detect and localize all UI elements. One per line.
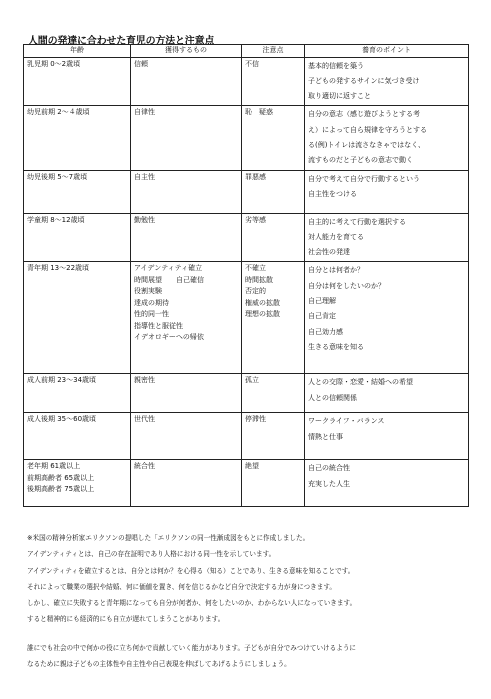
caution-cell xyxy=(242,262,305,374)
cell-line: 自己肯定 xyxy=(308,312,336,321)
development-table xyxy=(23,44,469,507)
acquire-cell xyxy=(131,460,242,507)
cell-line: 否定的 xyxy=(245,287,266,296)
page-title: 人間の発達に合わせた育児の方法と注意点 xyxy=(28,36,215,47)
cell-line: 性的同一性 xyxy=(134,310,169,319)
age-cell xyxy=(24,413,131,460)
acquire-cell xyxy=(131,170,242,213)
cell-line: 人との交際・恋愛・結婚への希望 xyxy=(308,378,413,387)
cell-line: 統合性 xyxy=(134,462,155,471)
note-line: それによって職業の選択や結婚、何に価値を置き、何を信じるかなど自分で決定する力が身につきます。 xyxy=(27,582,336,591)
table-header-row xyxy=(24,45,469,58)
acquire-cell xyxy=(131,374,242,413)
cell-line: 不信 xyxy=(245,59,259,68)
header-age: 年齢 xyxy=(24,45,131,58)
cell-line: 自己の統合性 xyxy=(308,464,350,473)
header-points: 養育のポイント xyxy=(305,45,469,58)
cell-line: 自主性をつける xyxy=(308,189,357,198)
caution-cell xyxy=(242,106,305,170)
age-cell xyxy=(24,106,131,170)
cell-line: 自分の意志（感じ遊びようとする考 xyxy=(308,110,420,119)
age-cell xyxy=(24,262,131,374)
cell-line: 自律性 xyxy=(134,108,155,117)
points-cell xyxy=(305,413,469,460)
age-cell xyxy=(24,460,131,507)
cell-line: 達成の期待 xyxy=(134,298,169,307)
cell-line: アイデンティティ確立 xyxy=(134,264,203,273)
cell-line: 劣等感 xyxy=(245,215,266,224)
cell-line: 自分とは何者か？ xyxy=(308,266,364,275)
cell-line: 時間展望 自己確信 xyxy=(134,275,204,284)
cell-line: 充実した人生 xyxy=(308,479,350,488)
cell-line: 理想の拡散 xyxy=(245,310,280,319)
note-line: ※米国の精神分析家エリクソンの提唱した「エリクソンの同一性漸成図をもとに作成しました。 xyxy=(27,534,310,542)
points-cell xyxy=(305,460,469,507)
caution-cell xyxy=(242,213,305,262)
cell-line: 自分は何をしたいのか？ xyxy=(308,281,385,290)
caution-cell xyxy=(242,413,305,460)
cell-line: 恥 疑惑 xyxy=(245,108,273,117)
cell-line: 勤勉性 xyxy=(134,215,155,224)
cell-line: 自主性 xyxy=(134,172,155,181)
cell-line: 時間拡散 xyxy=(245,275,273,284)
caution-cell xyxy=(242,460,305,507)
table-row xyxy=(24,374,469,413)
cell-line: ワークライフ・バランス xyxy=(308,417,385,426)
cell-line: 成人後期 35〜60歳頃 xyxy=(27,415,97,424)
table-row xyxy=(24,262,469,374)
acquire-cell xyxy=(131,57,242,106)
cell-line: 世代性 xyxy=(134,415,155,424)
note-line: アイデンティティとは、自己の存在証明であり人格における同一性を示しています。 xyxy=(27,550,276,559)
cell-line: 停滞性 xyxy=(245,415,266,424)
cell-line: 自己理解 xyxy=(308,297,336,306)
cell-line: 基本的信頼を築う xyxy=(308,61,364,70)
cell-line: 社会性の発達 xyxy=(308,248,350,257)
points-cell xyxy=(305,57,469,106)
cell-line: 後期高齢者 75歳以上 xyxy=(27,485,95,494)
cell-line: 取り適切に返すこと xyxy=(308,92,371,101)
table-row xyxy=(24,170,469,213)
points-cell xyxy=(305,213,469,262)
closing-line: なるために親は子どもの主体性や自主性や自己表現を伸ばしてあげるようにしましょう。 xyxy=(27,660,291,669)
acquire-cell xyxy=(131,413,242,460)
header-caution: 注意点 xyxy=(242,45,305,58)
cell-line: 学童期 8〜12歳頃 xyxy=(27,215,85,224)
cell-line: 人との信頼関係 xyxy=(308,393,357,402)
points-cell xyxy=(305,106,469,170)
cell-line: 情熱と仕事 xyxy=(308,432,343,441)
cell-line: 絶望 xyxy=(245,462,259,471)
cell-line: 自分で考えて自分で行動するという xyxy=(308,174,420,183)
cell-line: 生きる意味を知る xyxy=(308,342,364,351)
cell-line: 自己効力感 xyxy=(308,327,343,336)
cell-line: 指導性と服従性 xyxy=(134,321,183,330)
points-cell xyxy=(305,170,469,213)
cell-line: 親密性 xyxy=(134,376,155,385)
cell-line: 子どもの発するサインに気づき受け xyxy=(308,76,420,85)
age-cell xyxy=(24,170,131,213)
caution-cell xyxy=(242,57,305,106)
note-line: すると精神的にも経済的にも自立が遅れてしまうことがあります。 xyxy=(27,615,225,624)
header-acquire: 獲得するもの xyxy=(131,45,242,58)
notes-section xyxy=(27,530,467,672)
closing-line: 誰にでも社会の中で何かの役に立ち何かで貢献していく能力があります。子どもが自分でみつけていけるように xyxy=(27,643,357,652)
note-line: アイデンティティを確立するとは、自分とは何か？を心得る（知る）ことであり、生きる意味を知ることです。 xyxy=(27,566,355,575)
cell-line: 対人能力を育てる xyxy=(308,232,364,241)
cell-line: 老年期 61歳以上 xyxy=(27,462,81,471)
acquire-cell xyxy=(131,213,242,262)
age-cell xyxy=(24,57,131,106)
age-cell xyxy=(24,374,131,413)
table-row xyxy=(24,460,469,507)
table-row xyxy=(24,57,469,106)
points-cell xyxy=(305,374,469,413)
cell-line: 役割実験 xyxy=(134,287,162,296)
cell-line: 幼児前期 2〜４歳頃 xyxy=(27,108,90,117)
cell-line: 成人前期 23〜34歳頃 xyxy=(27,376,97,385)
note-line: しかし、確立に失敗すると青年期になっても自分が何者か、何をしたいのか、わからない人になっていきます。 xyxy=(27,599,357,608)
cell-line: る(例)トイレは流さなきゃではなく、 xyxy=(308,140,425,149)
table-row xyxy=(24,106,469,170)
cell-line: え）によって自ら規律を守ろうとする xyxy=(308,125,427,134)
acquire-cell xyxy=(131,106,242,170)
acquire-cell xyxy=(131,262,242,374)
cell-line: 孤立 xyxy=(245,376,259,385)
cell-line: 青年期 13〜22歳頃 xyxy=(27,264,90,273)
cell-line: 罪悪感 xyxy=(245,172,266,181)
table-row xyxy=(24,413,469,460)
cell-line: 自主的に考えて行動を選択する xyxy=(308,217,406,226)
cell-line: 権威の拡散 xyxy=(245,298,280,307)
cell-line: 流すものだと子どもの意志で動く xyxy=(308,156,413,165)
caution-cell xyxy=(242,374,305,413)
caution-cell xyxy=(242,170,305,213)
paragraph-gap xyxy=(27,628,467,640)
cell-line: 前期高齢者 65歳以上 xyxy=(27,473,95,482)
points-cell xyxy=(305,262,469,374)
cell-line: 不確立 xyxy=(245,264,266,273)
table-row xyxy=(24,213,469,262)
cell-line: 乳児期 0〜2歳頃 xyxy=(27,59,81,68)
age-cell xyxy=(24,213,131,262)
cell-line: 幼児後期 5〜7歳頃 xyxy=(27,172,88,181)
cell-line: 信頼 xyxy=(134,59,148,68)
cell-line: イデオロギーへの帰依 xyxy=(134,333,204,342)
